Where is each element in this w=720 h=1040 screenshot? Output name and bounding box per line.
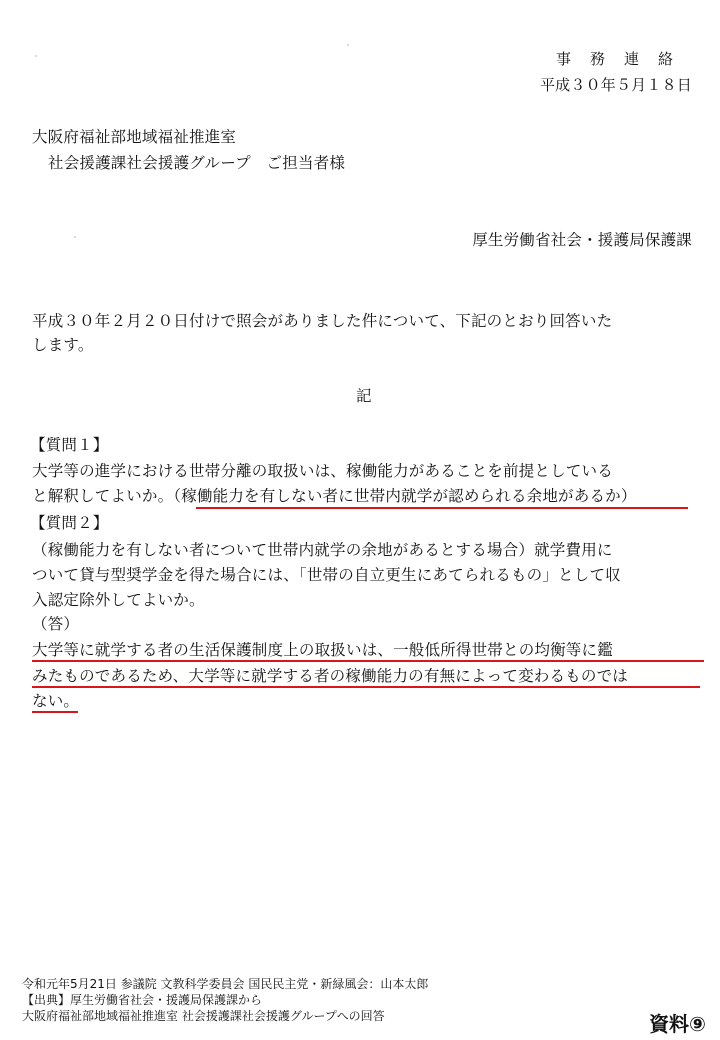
addressee-organization: 大阪府福祉部地域福祉推進室 xyxy=(32,128,237,146)
answer-heading: （答） xyxy=(32,615,80,633)
document-label: 資料⑨ xyxy=(649,1012,706,1036)
footer-line-3: 大阪府福祉部地域福祉推進室 社会援護課社会援護グループへの回答 xyxy=(22,1009,385,1023)
answer-line-3: ない。 xyxy=(32,692,80,710)
intro-line-1: 平成３０年２月２０日付けで照会がありました件について、下記のとおり回答いた xyxy=(32,312,613,330)
question-1-heading: 【質問１】 xyxy=(30,436,109,454)
question-2-heading: 【質問２】 xyxy=(30,514,109,532)
question-1-line-2: と解釈してよいか。（稼働能力を有しない者に世帯内就学が認められる余地があるか） xyxy=(32,487,637,505)
document-date: 平成３０年５月１８日 xyxy=(539,76,692,94)
answer-line-1: 大学等に就学する者の生活保護制度上の取扱いは、一般低所得世帯との均衡等に鑑 xyxy=(32,641,613,659)
red-underline-question-1 xyxy=(196,507,688,509)
ki-heading: 記 xyxy=(356,387,372,405)
footer-source-note xyxy=(22,976,428,1024)
scan-speck xyxy=(347,44,349,46)
addressee-contact: 社会援護課社会援護グループ ご担当者様 xyxy=(48,154,346,172)
intro-line-2: します。 xyxy=(32,336,94,354)
red-underline-answer-2 xyxy=(32,686,700,688)
question-2-line-1: （稼働能力を有しない者について世帯内就学の余地があるとする場合）就学費用に xyxy=(32,541,613,559)
question-1-line-1: 大学等の進学における世帯分離の取扱いは、稼働能力があることを前提としている xyxy=(32,462,613,480)
red-underline-answer-3 xyxy=(32,711,78,713)
question-2-line-2: ついて貸与型奨学金を得た場合には、「世帯の自立更生にあてられるもの」として収 xyxy=(32,566,621,584)
question-2-line-3: 入認定除外してよいか。 xyxy=(32,591,205,609)
sender: 厚生労働省社会・援護局保護課 xyxy=(472,231,692,249)
scan-speck xyxy=(35,55,37,57)
scan-speck xyxy=(74,236,76,238)
answer-line-2: みたものであるため、大学等に就学する者の稼働能力の有無によって変わるものでは xyxy=(32,667,628,685)
footer-line-1: 令和元年5月21日 参議院 文教科学委員会 国民民主党・新緑風会：山本太郎 xyxy=(22,977,429,991)
document-type: 事務連絡 xyxy=(555,50,692,68)
red-underline-answer-1 xyxy=(32,660,704,662)
footer-line-2: 【出典】厚生労働省社会・援護局保護課から xyxy=(22,993,263,1007)
